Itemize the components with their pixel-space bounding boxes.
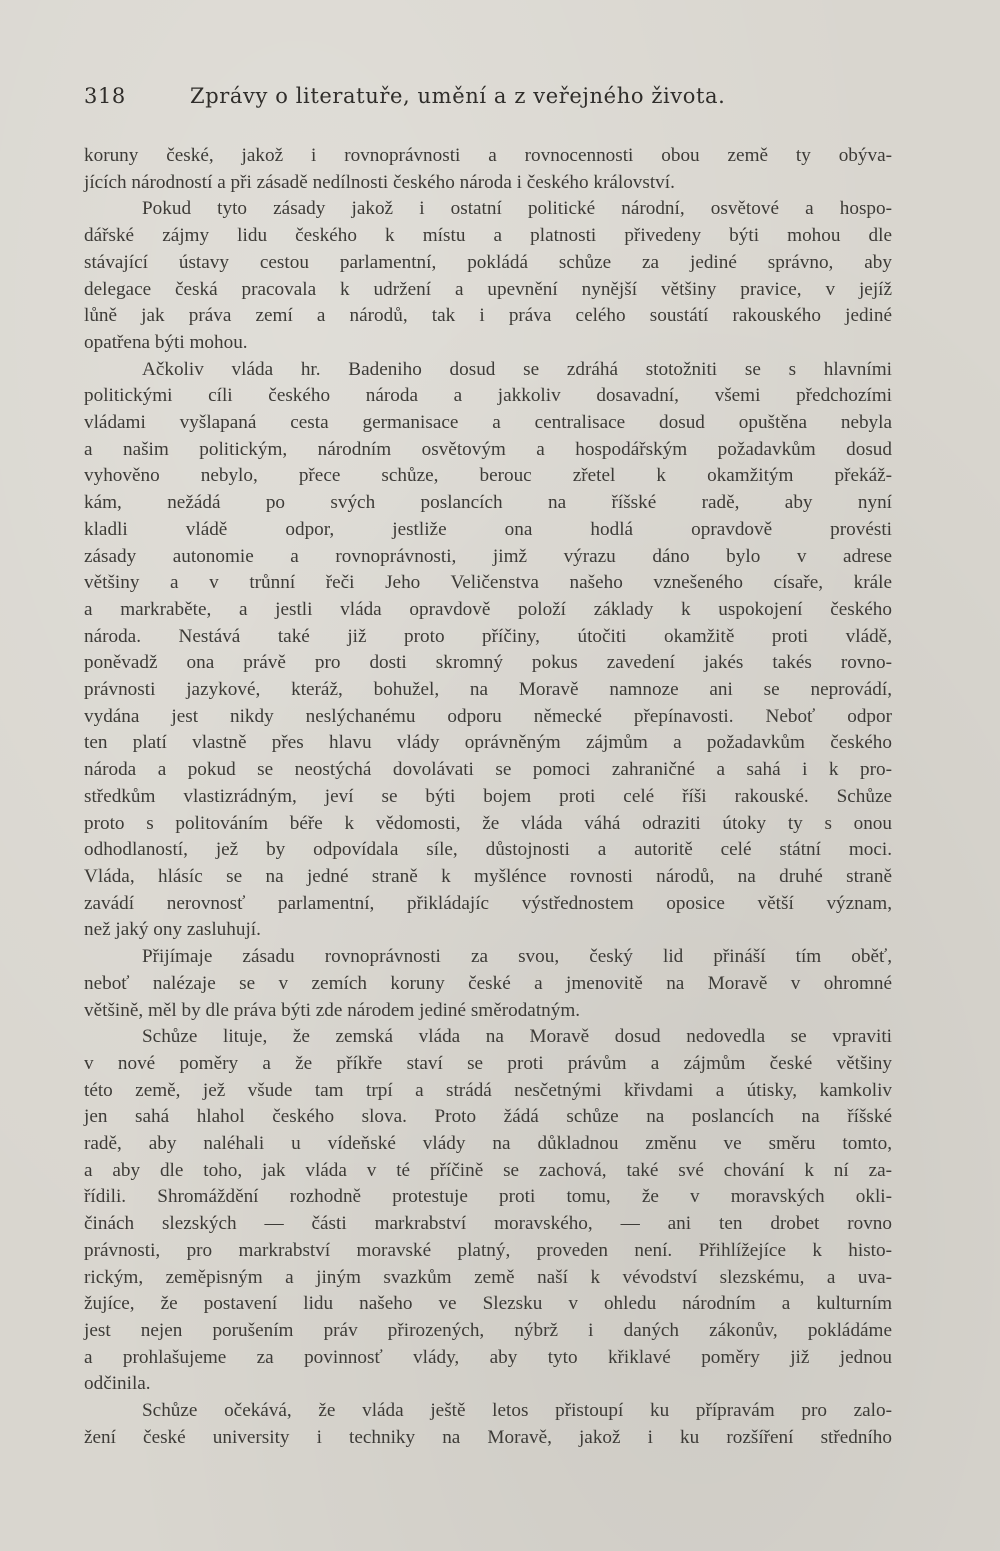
- paragraph: [84, 196, 892, 356]
- text-line: v nové poměry a že příkře staví se proti právům a zájmům české většiny: [84, 1052, 892, 1074]
- text-line: dářské zájmy lidu českého k místu a platnosti přivedeny býti mohou dle: [84, 225, 892, 247]
- paragraph: [84, 1024, 892, 1398]
- text-line: rickým, zeměpisným a jiným svazkům země naší k vévodství slezskému, a uva-: [84, 1266, 892, 1288]
- text-line: Schůze očekává, že vláda ještě letos přistoupí ku přípravám pro zalo-: [142, 1400, 892, 1422]
- text-line: jest nejen porušením práv přirozených, nýbrž i daných zákonův, pokládáme: [84, 1319, 892, 1341]
- text-line: kladli vládě odpor, jestliže ona hodlá opravdově provésti: [84, 518, 892, 540]
- body-text: [84, 143, 892, 1451]
- text-line: vládami vyšlapaná cesta germanisace a centralisace dosud opuštěna nebyla: [84, 412, 892, 434]
- text-line: koruny české, jakož i rovnoprávnosti a rovnocennosti obou země ty obýva-: [84, 145, 892, 166]
- text-line: radě, aby naléhali u vídeňské vlády na důkladnou změnu ve směru tomto,: [84, 1133, 892, 1155]
- text-line: a aby dle toho, jak vláda v té příčině se zachová, také své chování k ní za-: [84, 1159, 892, 1181]
- page-number: 318: [84, 84, 126, 108]
- text-line: zásady autonomie a rovnoprávnosti, jimž výrazu dáno bylo v adrese: [84, 545, 892, 567]
- text-line: kám, nežádá po svých poslancích na říšské radě, aby nyní: [84, 492, 892, 514]
- text-line: neboť nalézaje se v zemích koruny české a jmenovitě na Moravě v ohromné: [84, 972, 892, 994]
- text-line: této země, jež všude tam trpí a strádá nesčetnými křivdami a útisky, kamkoliv: [84, 1079, 892, 1101]
- text-line: Přijímaje zásadu rovnoprávnosti za svou, český lid přináší tím oběť,: [142, 946, 892, 968]
- text-line: řídili. Shromáždění rozhodně protestuje proti tomu, že v moravských okli-: [84, 1186, 892, 1208]
- text-line: stávající ústavy cestou parlamentní, pokládá schůze za jediné správno, aby: [84, 251, 892, 273]
- paragraph: [84, 944, 892, 1024]
- text-line: žení české university i techniky na Moravě, jakož i ku rozšíření středního: [84, 1426, 892, 1448]
- text-line: jících národností a při zásadě nedílnosti českého národa i českého království.: [84, 171, 675, 193]
- page-header: [84, 84, 844, 118]
- text-line: proto s politováním béře k vědomosti, že vláda váhá odraziti útoky ty s onou: [84, 812, 892, 834]
- text-line: národa a pokud se neostýchá dovolávati se pomoci zahraničné a sahá i k pro-: [84, 759, 892, 781]
- text-line: odčinila.: [84, 1373, 151, 1395]
- text-line: národa. Nestává také již proto příčiny, útočiti okamžitě proti vládě,: [84, 625, 892, 647]
- text-line: Ačkoliv vláda hr. Badeniho dosud se zdráhá stotožniti se s hlavními: [142, 358, 892, 380]
- text-line: jen sahá hlahol českého slova. Proto žádá schůze na poslancích na říšské: [84, 1106, 892, 1128]
- text-line: opatřena býti mohou.: [84, 331, 248, 353]
- text-line: odhodlaností, jež by odpovídala síle, důstojnosti a autoritě celé státní moci.: [84, 839, 892, 861]
- text-line: žujíce, že postavení lidu našeho ve Slezsku v ohledu národním a kulturním: [84, 1293, 892, 1315]
- text-line: právnosti jazykové, kteráž, bohužel, na Moravě namnoze ani se neprovádí,: [84, 679, 892, 701]
- text-line: a markraběte, a jestli vláda opravdově položí základy k uspokojení českého: [84, 598, 892, 620]
- text-line: zavádí nerovnosť parlamentní, přikládajíc výstřednostem oposice větší význam,: [84, 892, 892, 914]
- text-line: vydána jest nikdy neslýchanému odporu německé přepínavosti. Neboť odpor: [84, 705, 892, 727]
- text-line: Vláda, hlásíc se na jedné straně k myšlénce rovnosti národů, na druhé straně: [84, 865, 892, 887]
- text-line: ten platí vlastně přes hlavu vlády oprávněným zájmům a požadavkům českého: [84, 732, 892, 754]
- running-title: Zprávy o literatuře, umění a z veřejného života.: [190, 84, 726, 108]
- text-line: poněvadž ona právě pro dosti skromný pokus zavedení jakés takés rovno-: [84, 652, 892, 674]
- text-line: Schůze lituje, že zemská vláda na Moravě dosud nedovedla se vpraviti: [142, 1026, 892, 1048]
- text-line: středkům vlastizrádným, jeví se býti bojem proti celé říši rakouské. Schůze: [84, 785, 892, 807]
- text-line: delegace česká pracovala k udržení a upevnění nynější většiny pravice, v jejíž: [84, 278, 892, 300]
- text-line: právnosti, pro markrabství moravské platný, proveden není. Přihlížejíce k histo-: [84, 1239, 892, 1261]
- text-line: než jaký ony zasluhují.: [84, 919, 261, 941]
- paragraph: [84, 1398, 892, 1451]
- text-line: Pokud tyto zásady jakož i ostatní politické národní, osvětové a hospo-: [142, 198, 892, 220]
- paragraph: [84, 357, 892, 944]
- text-line: většině, měl by dle práva býti zde národem jediné směrodatným.: [84, 999, 581, 1021]
- text-line: lůně jak práva zemí a národů, tak i práva celého soustátí rakouského jediné: [84, 305, 892, 327]
- text-line: politickými cíli českého národa a jakkoliv dosavadní, všemi předchozími: [84, 385, 892, 407]
- paragraph: [84, 143, 892, 196]
- text-line: většiny a v trůnní řeči Jeho Veličenstva našeho vznešeného císaře, krále: [84, 572, 892, 594]
- text-line: vyhověno nebylo, přece schůze, berouc zřetel k okamžitým překáž-: [84, 465, 892, 487]
- text-line: činách slezských — části markrabství moravského, — ani ten drobet rovno: [84, 1213, 892, 1235]
- text-line: a našim politickým, národním osvětovým a hospodářským požadavkům dosud: [84, 438, 892, 460]
- text-line: a prohlašujeme za povinnosť vlády, aby tyto křiklavé poměry již jednou: [84, 1346, 892, 1368]
